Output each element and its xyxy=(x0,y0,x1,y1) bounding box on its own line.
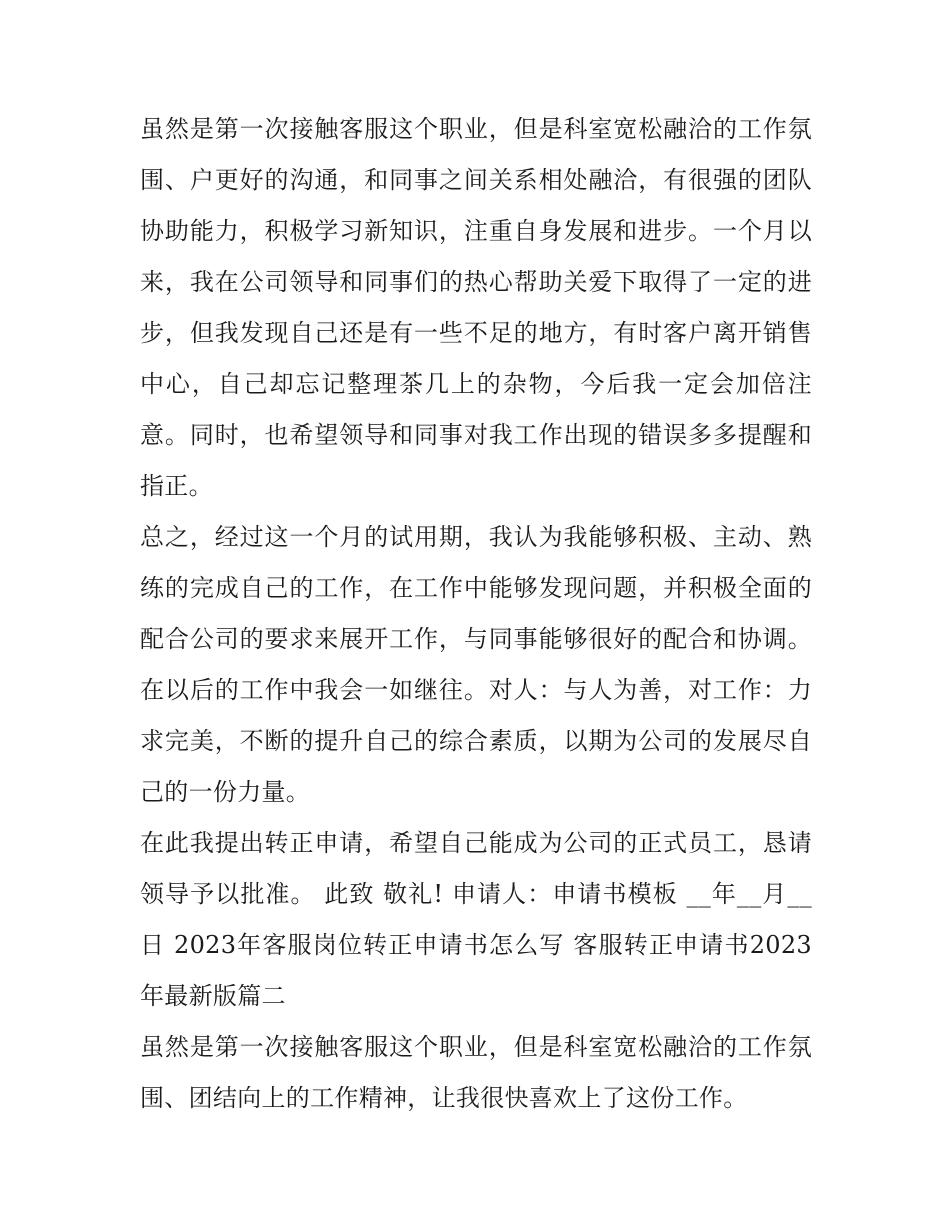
paragraph-3: 在此我提出转正申请，希望自己能成为公司的正式员工，恳请领导予以批准。 此致 敬礼! 申请人：申请书模板 __年__月__日 2023年客服岗位转正申请书怎么写 客服转正申请书2023年最新版篇二 xyxy=(140,829,812,1010)
document-body xyxy=(140,104,812,1124)
paragraph-1: 虽然是第一次接触客服这个职业，但是科室宽松融洽的工作氛围、户更好的沟通，和同事之间关系相处融洽，有很强的团队协助能力，积极学习新知识，注重自身发展和进步。一个月以来，我在公司领导和同事们的热心帮助关爱下取得了一定的进步，但我发现自己还是有一些不足的地方，有时客户离开销售中心，自己却忘记整理茶几上的杂物，今后我一定会加倍注意。同时，也希望领导和同事对我工作出现的错误多多提醒和指正。 xyxy=(140,115,812,500)
paragraph-2: 总之，经过这一个月的试用期，我认为我能够积极、主动、熟练的完成自己的工作，在工作中能够发现问题，并积极全面的配合公司的要求来展开工作，与同事能够很好的配合和协调。在以后的工作中我会一如继往。对人：与人为善，对工作：力求完美，不断的提升自己的综合素质，以期为公司的发展尽自己的一份力量。 xyxy=(140,523,812,806)
paragraph-4: 虽然是第一次接触客服这个职业，但是科室宽松融洽的工作氛围、团结向上的工作精神，让我很快喜欢上了这份工作。 xyxy=(140,1033,812,1112)
